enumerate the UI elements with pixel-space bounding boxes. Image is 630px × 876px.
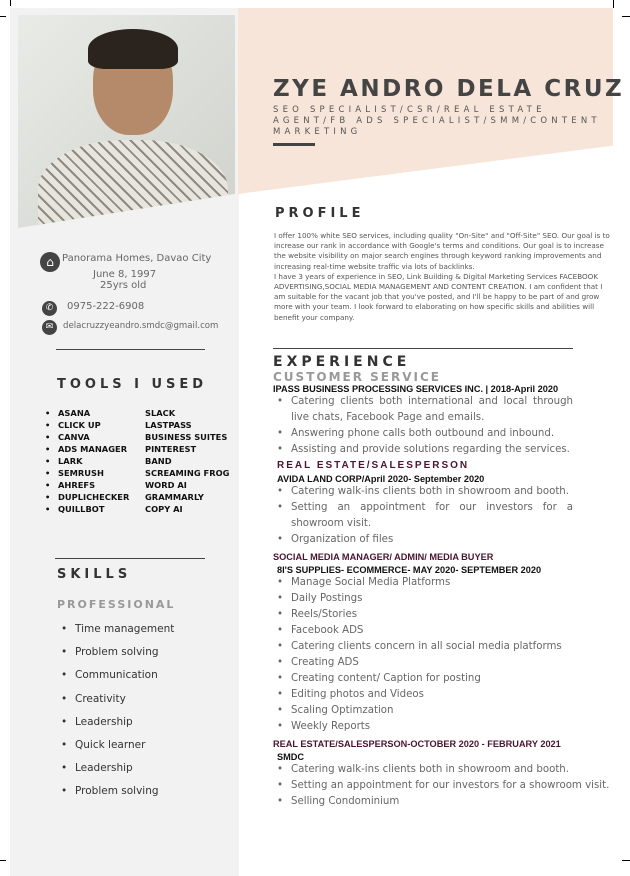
job-bullet: • Setting an appointment for our investors for a showroom visit. <box>273 778 623 794</box>
tool-item: LARK <box>58 456 83 466</box>
crop-mark <box>613 0 614 8</box>
tool-item: QUILLBOT <box>58 504 105 514</box>
skill-item: • Problem solving <box>57 646 174 669</box>
job-company: AVIDA LAND CORP/April 2020- September 2020 <box>277 474 485 484</box>
tool-item: CLICK UP <box>58 420 101 430</box>
crop-mark <box>0 860 6 861</box>
age: 25yrs old <box>100 280 147 291</box>
candidate-name: ZYE ANDRO DELA CRUZ <box>273 76 625 102</box>
job-company: SMDC <box>277 752 305 762</box>
tool-item: GRAMMARLY <box>145 492 204 502</box>
tool-item: CANVA <box>58 432 90 442</box>
job-entry <box>273 552 623 735</box>
job-company: 8I'S SUPPLIES- ECOMMERCE- MAY 2020- SEPTEMBER 2020 <box>277 565 542 575</box>
job-bullet: • Creating ADS <box>273 655 623 671</box>
tool-row <box>45 420 229 432</box>
crop-mark <box>622 16 630 17</box>
skill-item: • Communication <box>57 669 174 692</box>
bullet-icon: • <box>45 504 51 514</box>
tool-item: SEMRUSH <box>58 468 104 478</box>
job-entry <box>273 460 623 548</box>
profile-photo <box>18 15 235 228</box>
crop-mark <box>0 16 6 17</box>
tool-item: SCREAMING FROG <box>145 468 230 478</box>
tool-item: COPY AI <box>145 504 183 514</box>
skills-subheading: PROFESSIONAL <box>57 598 176 611</box>
tools-heading: TOOLS I USED <box>57 377 208 392</box>
tool-row <box>45 444 229 456</box>
skill-item: • Leadership <box>57 716 174 739</box>
job-entry <box>273 370 623 458</box>
tool-item: BUSINESS SUITES <box>145 432 228 442</box>
job-bullet: • Editing photos and Videos <box>273 687 623 703</box>
tool-item: ADS MANAGER <box>58 444 128 454</box>
tool-item: SLACK <box>145 408 176 418</box>
tool-item: AHREFS <box>58 480 96 490</box>
address: Panorama Homes, Davao City <box>62 253 212 264</box>
divider <box>55 558 205 559</box>
profile-text <box>274 231 614 323</box>
tool-item: BAND <box>145 456 172 466</box>
crop-mark <box>622 860 630 861</box>
job-company: IPASS BUSINESS PROCESSING SERVICES INC. | 2018-April 2020 <box>273 384 559 394</box>
tool-row <box>45 480 229 492</box>
divider <box>273 348 573 349</box>
phone: 0975-222-6908 <box>67 301 145 312</box>
job-bullet: • Setting an appointment for our investors for a showroom visit. <box>273 500 573 532</box>
tool-row <box>45 468 229 480</box>
bullet-icon: • <box>45 420 51 430</box>
job-bullet: • Catering clients concern in all social media platforms <box>273 639 623 655</box>
bullet-icon: • <box>45 408 51 418</box>
tool-row <box>45 492 229 504</box>
bullet-icon: • <box>45 456 51 466</box>
skill-item: • Creativity <box>57 693 174 716</box>
job-bullet: • Scaling Optimzation <box>273 703 623 719</box>
job-role: CUSTOMER SERVICE <box>273 370 441 384</box>
job-bullet: • Organization of files <box>273 532 573 548</box>
title-divider <box>273 143 315 146</box>
home-icon: ⌂ <box>40 252 60 272</box>
tool-item: LASTPASS <box>145 420 192 430</box>
tool-row <box>45 456 229 468</box>
bullet-icon: • <box>45 492 51 502</box>
job-bullet: • Daily Postings <box>273 591 623 607</box>
divider <box>56 349 205 350</box>
tool-item: WORD AI <box>145 480 187 490</box>
tool-row <box>45 408 229 420</box>
job-bullet: • Catering clients both international and local through live chats, Facebook Page and emails. <box>273 394 573 426</box>
bullet-icon: • <box>45 444 51 454</box>
email: delacruzzyeandro.smdc@gmail.com <box>63 321 219 331</box>
profile-paragraph: I have 3 years of experience in SEO, Link Building & Digital Marketing Services FACEBOOK ADVERTISING,SOCIAL MEDIA MANAGEMENT AND CONTENT CREATION. I am confident that I am suitable for the vacant job that you've posted, and I'll be happy to be part of and grow more with your team. I look forward to elaborating on how specific skills and abilities will benefit your company. <box>274 271 603 322</box>
bullet-icon: • <box>45 468 51 478</box>
job-bullet: • Facebook ADS <box>273 623 623 639</box>
tool-item: PINTEREST <box>145 444 197 454</box>
skill-item: • Problem solving <box>57 785 174 808</box>
job-bullet: • Selling Condominium <box>273 794 623 810</box>
job-bullet: • Reels/Stories <box>273 607 623 623</box>
tool-row <box>45 432 229 444</box>
job-role: REAL ESTATE/SALESPERSON-OCTOBER 2020 - FEBRUARY 2021 <box>273 739 561 749</box>
bullet-icon: • <box>45 432 51 442</box>
tools-list <box>45 408 229 516</box>
experience-heading: EXPERIENCE <box>273 354 411 370</box>
job-role: REAL ESTATE/SALESPERSON <box>277 460 470 471</box>
job-entry <box>273 739 623 810</box>
profile-paragraph: I offer 100% white SEO services, including quality "On-Site" and "Off-Site" SEO. Our goal is to increase our rank in accordance with Google's terms and conditions. Our goal is to increase the website visibility on major search engines through keyword ranking improvements and increasing real-time website traffic via lots of backlinks. <box>274 231 610 271</box>
phone-icon: ✆ <box>42 301 57 316</box>
bullet-icon: • <box>45 480 51 490</box>
experience-section <box>273 354 623 810</box>
job-bullet: • Catering walk-ins clients both in showroom and booth. <box>273 762 623 778</box>
profile-heading: PROFILE <box>275 206 365 221</box>
job-bullet: • Assisting and provide solutions regarding the services. <box>273 442 573 458</box>
email-icon: ✉ <box>42 320 57 335</box>
candidate-title: SEO SPECIALIST/CSR/REAL ESTATE AGENT/FB ADS SPECIALIST/SMM/CONTENT MARKETING <box>273 105 601 137</box>
job-bullet: • Catering walk-ins clients both in showroom and booth. <box>273 484 573 500</box>
skill-item: • Time management <box>57 623 174 646</box>
job-bullet: • Weekly Reports <box>273 719 623 735</box>
skills-heading: SKILLS <box>57 567 132 582</box>
job-bullet: • Manage Social Media Platforms <box>273 575 623 591</box>
skill-item: • Leadership <box>57 762 174 785</box>
tool-item: DUPLICHECKER <box>58 492 130 502</box>
tool-row <box>45 504 229 516</box>
job-bullet: • Creating content/ Caption for posting <box>273 671 623 687</box>
crop-mark <box>10 0 11 6</box>
tool-item: ASANA <box>58 408 91 418</box>
skills-list <box>57 623 174 809</box>
job-bullet: • Answering phone calls both outbound and inbound. <box>273 426 573 442</box>
birthdate: June 8, 1997 <box>93 269 157 280</box>
job-role: SOCIAL MEDIA MANAGER/ ADMIN/ MEDIA BUYER <box>273 552 494 562</box>
skill-item: • Quick learner <box>57 739 174 762</box>
